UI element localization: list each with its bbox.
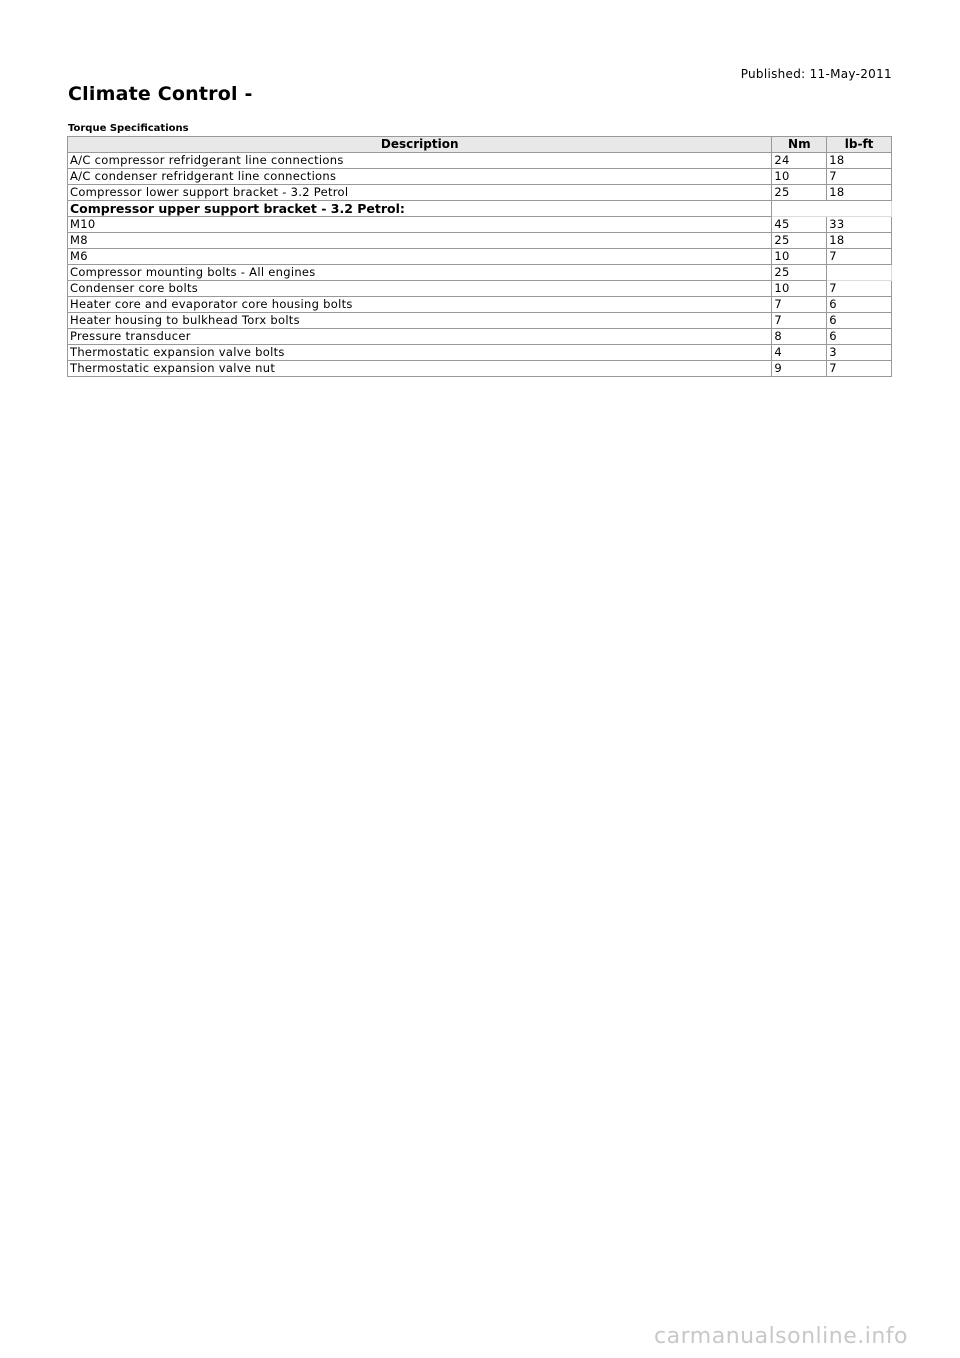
table-row <box>68 313 892 329</box>
cell-lbft: 3 <box>827 345 892 361</box>
cell-description: Pressure transducer <box>68 329 772 345</box>
cell-lbft: 18 <box>827 185 892 201</box>
cell-nm: 9 <box>772 361 827 377</box>
column-header-nm: Nm <box>772 137 827 153</box>
cell-description: A/C condenser refridgerant line connections <box>68 169 772 185</box>
cell-nm: 7 <box>772 313 827 329</box>
cell-description: Heater housing to bulkhead Torx bolts <box>68 313 772 329</box>
cell-description: Thermostatic expansion valve bolts <box>68 345 772 361</box>
cell-lbft: 7 <box>827 169 892 185</box>
cell-lbft: 7 <box>827 281 892 297</box>
table-row <box>68 361 892 377</box>
watermark: carmanualsonline.info <box>654 1324 908 1349</box>
table-row <box>68 249 892 265</box>
table-row <box>68 345 892 361</box>
table-row <box>68 281 892 297</box>
cell-nm: 25 <box>772 265 827 281</box>
section-title: Torque Specifications <box>68 123 189 134</box>
cell-description: A/C compressor refridgerant line connections <box>68 153 772 169</box>
table-row <box>68 233 892 249</box>
table-header <box>68 137 892 153</box>
cell-nm: 4 <box>772 345 827 361</box>
cell-nm: 25 <box>772 185 827 201</box>
cell-nm: 45 <box>772 217 827 233</box>
cell-description: Compressor lower support bracket - 3.2 Petrol <box>68 185 772 201</box>
table-row <box>68 265 892 281</box>
column-header-lbft: lb-ft <box>827 137 892 153</box>
cell-description: Thermostatic expansion valve nut <box>68 361 772 377</box>
cell-description: Compressor mounting bolts - All engines <box>68 265 772 281</box>
table-body <box>68 153 892 377</box>
cell-nm: 24 <box>772 153 827 169</box>
table-row <box>68 297 892 313</box>
table-row <box>68 185 892 201</box>
cell-lbft: 7 <box>827 249 892 265</box>
cell-nm: 10 <box>772 169 827 185</box>
cell-lbft <box>827 265 892 281</box>
table-row <box>68 217 892 233</box>
cell-lbft: 7 <box>827 361 892 377</box>
cell-nm: 10 <box>772 249 827 265</box>
torque-specifications-table <box>67 136 892 377</box>
table-row <box>68 169 892 185</box>
table-row <box>68 153 892 169</box>
table-group-row <box>68 201 892 217</box>
cell-lbft: 6 <box>827 329 892 345</box>
cell-nm: 25 <box>772 233 827 249</box>
cell-lbft: 6 <box>827 313 892 329</box>
cell-lbft: 18 <box>827 233 892 249</box>
page-title: Climate Control - <box>68 83 253 105</box>
cell-nm: 7 <box>772 297 827 313</box>
cell-description: M8 <box>68 233 772 249</box>
cell-nm: 8 <box>772 329 827 345</box>
published-date: Published: 11-May-2011 <box>740 67 892 81</box>
cell-empty <box>772 201 892 217</box>
cell-description: M10 <box>68 217 772 233</box>
cell-lbft: 33 <box>827 217 892 233</box>
cell-description: Condenser core bolts <box>68 281 772 297</box>
cell-nm: 10 <box>772 281 827 297</box>
cell-description: M6 <box>68 249 772 265</box>
cell-group-description: Compressor upper support bracket - 3.2 Petrol: <box>68 201 772 217</box>
table-row <box>68 329 892 345</box>
table-header-row <box>68 137 892 153</box>
cell-lbft: 18 <box>827 153 892 169</box>
column-header-description: Description <box>68 137 772 153</box>
cell-description: Heater core and evaporator core housing bolts <box>68 297 772 313</box>
cell-lbft: 6 <box>827 297 892 313</box>
